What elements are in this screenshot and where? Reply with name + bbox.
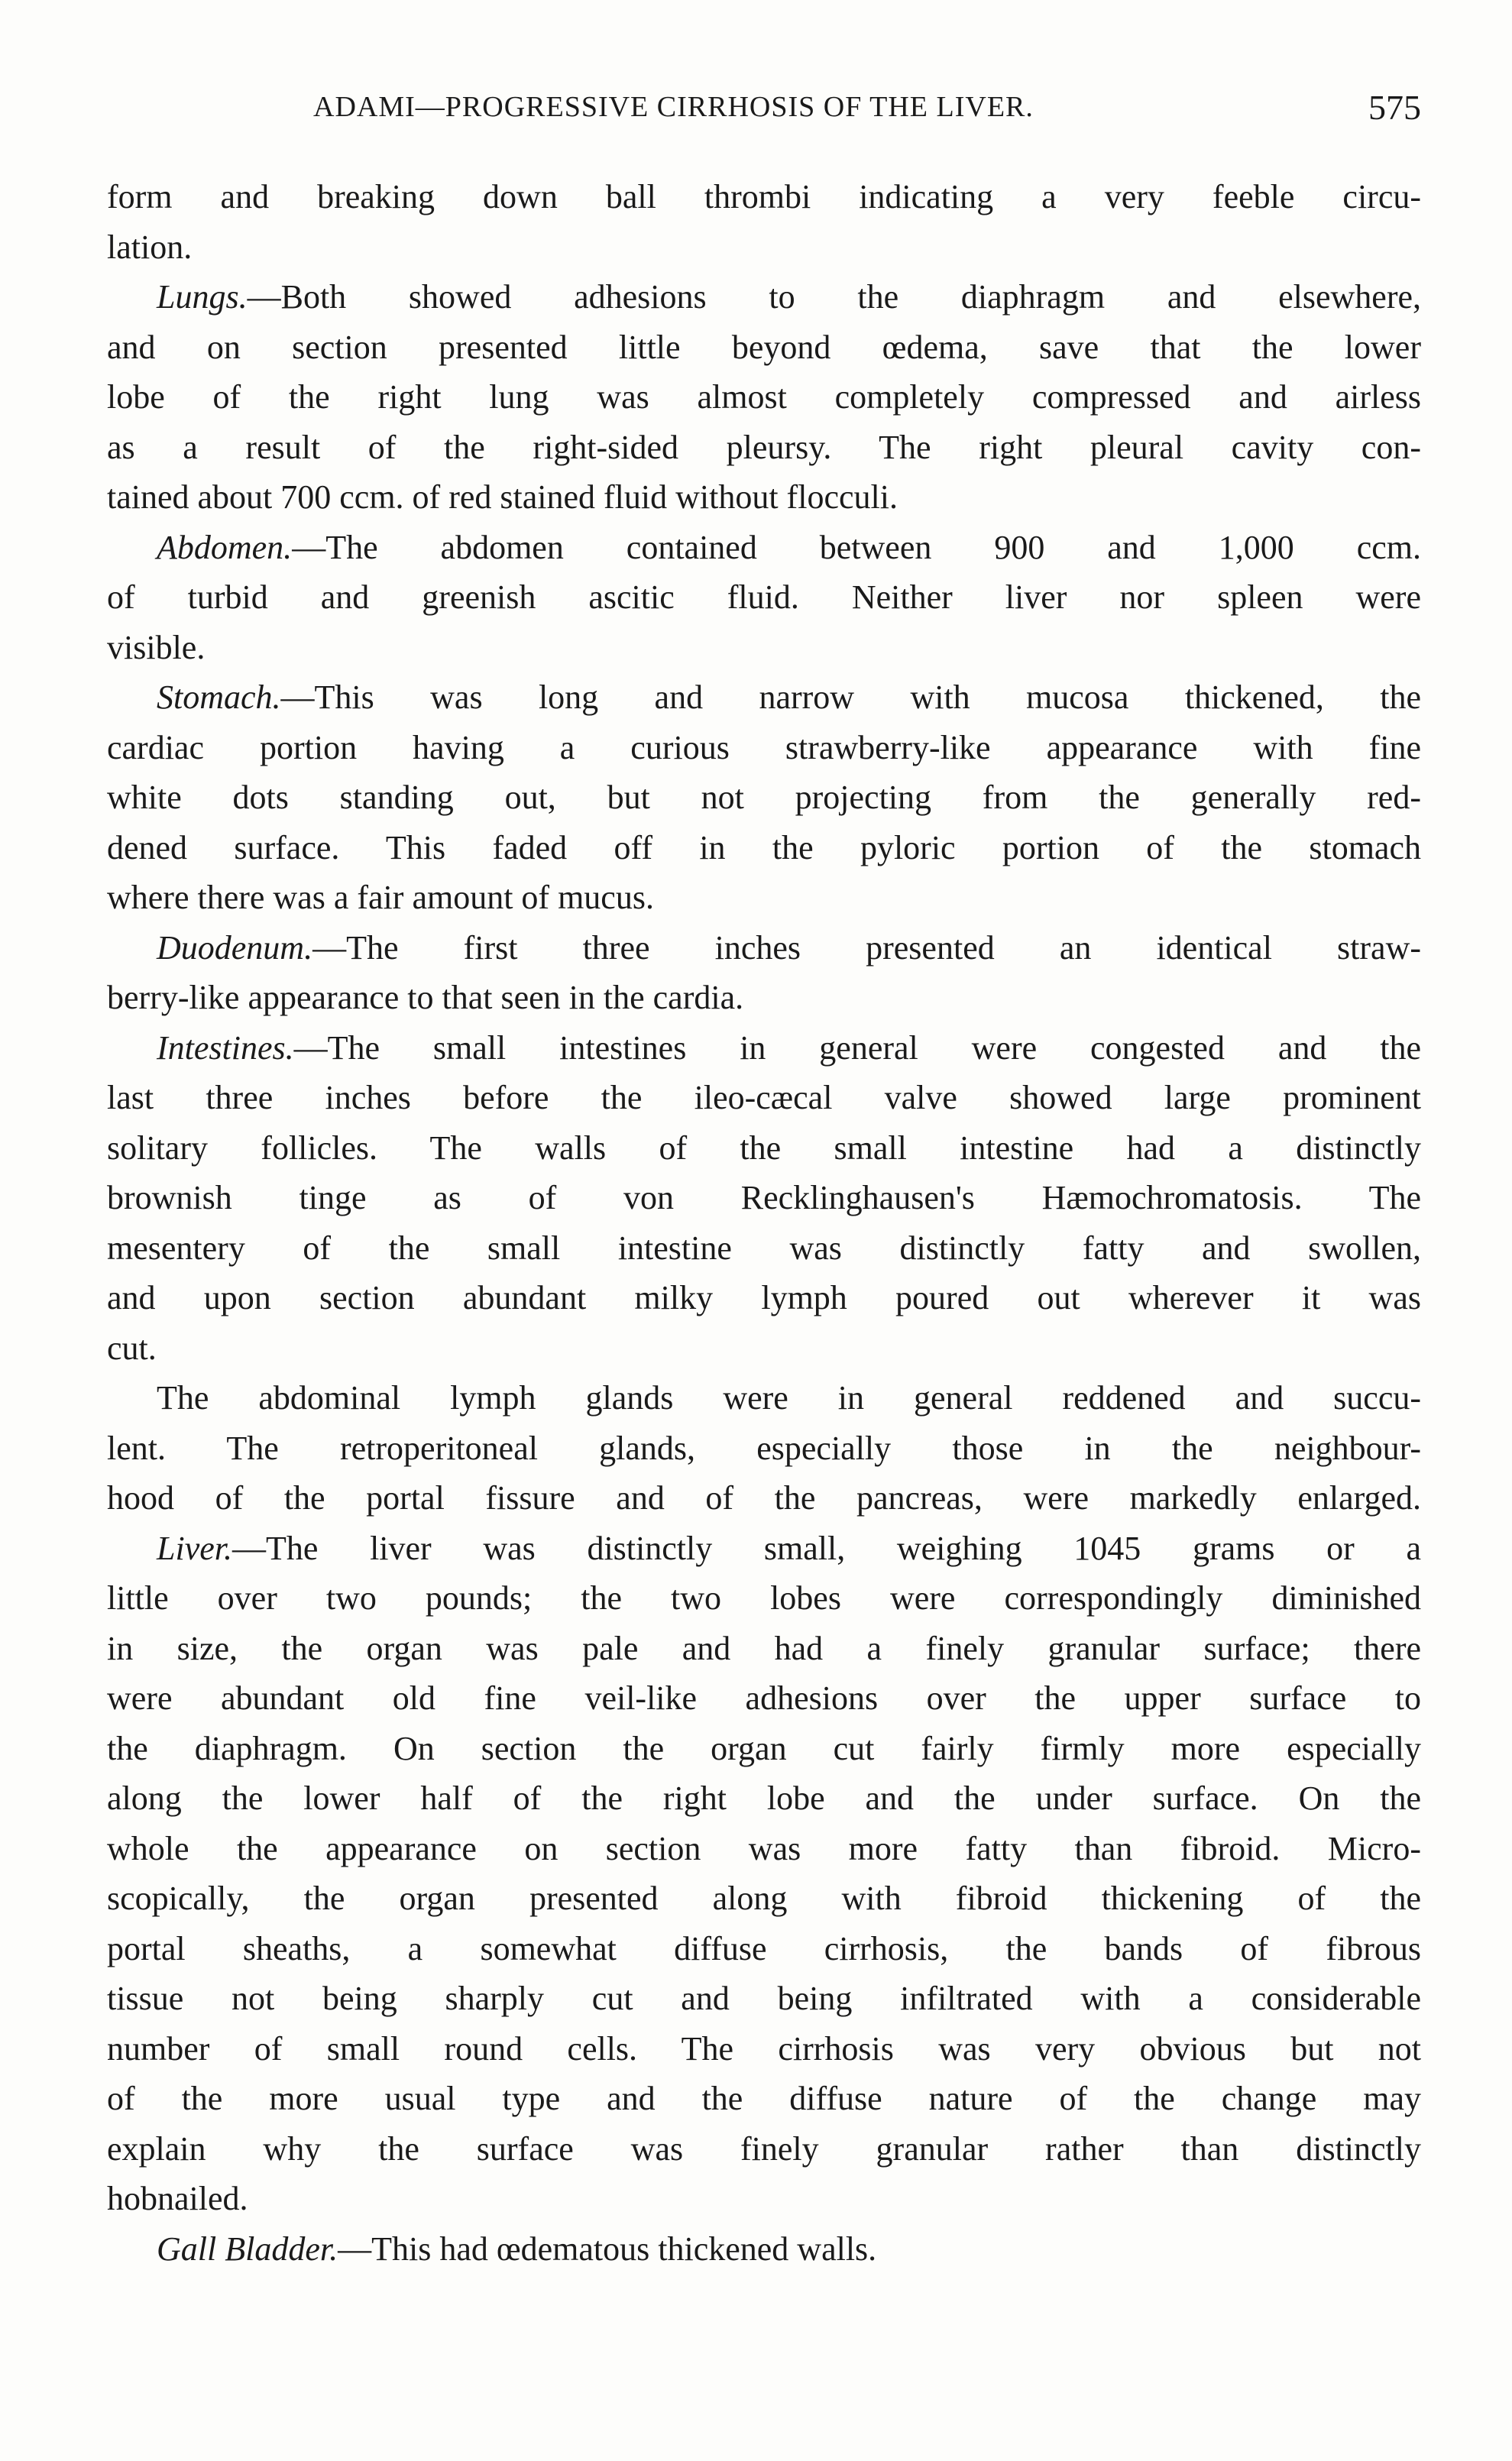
text-line: last three inches before the ileo-cæcal valve showed large prominent — [107, 1079, 1421, 1116]
section-stomach: Stomach.—This was long and narrow with mucosa thickened, the — [157, 678, 1421, 716]
section-liver: Liver.—The liver was distinctly small, weighing 1045 grams or a — [157, 1529, 1421, 1567]
text-line: hood of the portal fissure and of the pancreas, were markedly enlarged. — [107, 1479, 1421, 1517]
text-line: solitary follicles. The walls of the small intestine had a distinctly — [107, 1128, 1421, 1167]
text-line: portal sheaths, a somewhat diffuse cirrhosis, the bands of fibrous — [107, 1929, 1421, 1967]
section-lungs: Lungs.—Both showed adhesions to the diaphragm and elsewhere, — [157, 278, 1421, 316]
text-line: number of small round cells. The cirrhosis was very obvious but not — [107, 2029, 1421, 2068]
section-duodenum: Duodenum.—The first three inches presented an identical straw- — [157, 928, 1421, 967]
text-line: lobe of the right lung was almost completely compressed and airless — [107, 378, 1421, 416]
text-line: tained about 700 ccm. of red stained fluid without flocculi. — [107, 478, 898, 516]
text-line: tissue not being sharply cut and being infiltrated with a considerable — [107, 1980, 1421, 2017]
text-line: hobnailed. — [107, 2180, 248, 2217]
text-line: cardiac portion having a curious strawberry-like appearance with fine — [107, 728, 1421, 766]
text-line: and upon section abundant milky lymph poured out wherever it was — [107, 1279, 1421, 1316]
section-heading: Intestines. — [157, 1028, 294, 1067]
text-line: where there was a fair amount of mucus. — [107, 879, 654, 916]
text-line: whole the appearance on section was more fatty than fibroid. Micro- — [107, 1829, 1421, 1867]
text-line: lent. The retroperitoneal glands, especially those in the neighbour- — [107, 1429, 1421, 1467]
text-line: of turbid and greenish ascitic fluid. Neither liver nor spleen were — [107, 578, 1421, 616]
section-heading: Lungs. — [157, 278, 248, 316]
section-heading: Liver. — [157, 1529, 232, 1567]
section-abdomen: Abdomen.—The abdomen contained between 900 and 1,000 ccm. — [157, 528, 1421, 566]
paragraph-lymph-glands: The abdominal lymph glands were in general reddened and succu- — [157, 1379, 1421, 1417]
text-line: the diaphragm. On section the organ cut fairly firmly more especially — [107, 1729, 1421, 1767]
text-line: as a result of the right-sided pleursy. The right pleural cavity con- — [107, 428, 1421, 466]
section-intestines: Intestines.—The small intestines in general were congested and the — [157, 1028, 1421, 1067]
text-line: explain why the surface was finely granular rather than distinctly — [107, 2129, 1421, 2168]
text-line: visible. — [107, 628, 206, 666]
section-heading: Gall Bladder. — [157, 2229, 338, 2268]
text-line: berry-like appearance to that seen in the cardia. — [107, 979, 744, 1016]
section-heading: Abdomen. — [157, 528, 293, 566]
section-gall-bladder: Gall Bladder.—This had œdematous thickened walls. — [157, 2229, 877, 2268]
text-line: mesentery of the small intestine was distinctly fatty and swollen, — [107, 1229, 1421, 1267]
running-title: ADAMI—PROGRESSIVE CIRRHOSIS OF THE LIVER. — [313, 91, 1034, 123]
text-line: of the more usual type and the diffuse nature of the change may — [107, 2080, 1421, 2117]
text-line: in size, the organ was pale and had a finely granular surface; there — [107, 1629, 1421, 1667]
text-line: brownish tinge as of von Recklinghausen's Hæmochromatosis. The — [107, 1179, 1421, 1216]
text-line: dened surface. This faded off in the pyloric portion of the stomach — [107, 828, 1421, 866]
section-heading: Duodenum. — [157, 928, 313, 967]
text-line: lation. — [107, 228, 193, 266]
page-number: 575 — [1368, 88, 1421, 127]
text-line: were abundant old fine veil-like adhesions over the upper surface to — [107, 1679, 1421, 1717]
text-line: cut. — [107, 1329, 157, 1367]
text-line: little over two pounds; the two lobes were correspondingly diminished — [107, 1579, 1421, 1617]
body-text — [107, 172, 1421, 2274]
text-line: along the lower half of the right lobe and the under surface. On the — [107, 1779, 1421, 1817]
page-header — [107, 90, 1421, 144]
text-line: white dots standing out, but not projecting from the generally red- — [107, 779, 1421, 816]
text-line: form and breaking down ball thrombi indicating a very feeble circu- — [107, 178, 1421, 215]
section-heading: Stomach. — [157, 678, 281, 716]
text-line: and on section presented little beyond œdema, save that the lower — [107, 328, 1421, 366]
text-line: scopically, the organ presented along with fibroid thickening of the — [107, 1880, 1421, 1917]
